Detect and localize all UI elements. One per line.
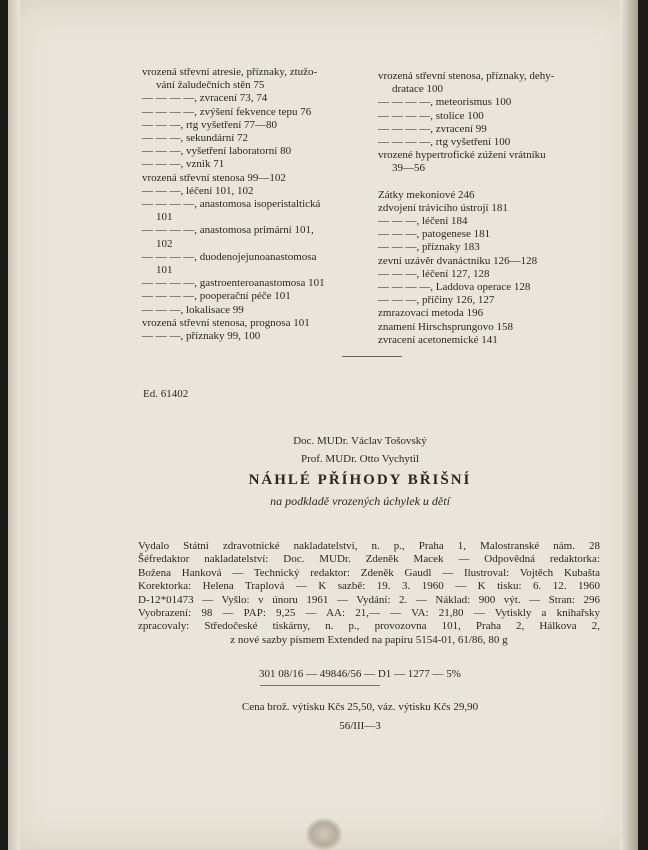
- imprint-line: Božena Hanková — Technický redaktor: Zdeněk Gaudl — Ilustroval: Vojtěch Kubašta: [138, 566, 600, 579]
- index-entry: — — — —, zvracení 73, 74: [142, 92, 268, 105]
- index-entry: vrozená střevní stenosa, prognosa 101: [142, 316, 310, 329]
- index-entry: — — — —, zvýšení fekvence tepu 76: [142, 105, 312, 118]
- index-entry: — — — —, anastomosa primární 101,: [142, 224, 314, 237]
- index-entry: Zátky mekoniové 246: [378, 188, 475, 201]
- index-entry: 102: [156, 237, 173, 250]
- index-entry: — — — —, anastomosa isoperistaltická: [142, 198, 321, 211]
- book-title: NÁHLÉ PŘÍHODY BŘIŠNÍ: [248, 472, 472, 488]
- index-entry: — — — —, rtg vyšetření 100: [378, 136, 511, 149]
- index-entry: vrozená střevní atresie, příznaky, ztužo-: [142, 66, 318, 78]
- code-underline: [260, 685, 380, 686]
- book-subtitle: na podkladě vrozených úchylek u dětí: [270, 494, 450, 508]
- author-1: Doc. MUDr. Václav Tošovský: [293, 435, 427, 447]
- index-entry: — — —, léčení 101, 102: [142, 184, 254, 197]
- index-entry: vrozená střevní stenosa 99—102: [142, 171, 286, 184]
- imprint-line: D-12*01473 — Vyšlo: v únoru 1961 — Vydání: 2. — Náklad: 900 výt. — Stran: 296: [138, 593, 600, 606]
- index-entry: — — — —, zvracení 99: [378, 122, 487, 135]
- index-entry: zvracení acetonemické 141: [378, 333, 498, 346]
- index-entry: — — —, léčení 184: [378, 215, 468, 228]
- index-entry: — — —, sekundární 72: [142, 132, 249, 145]
- section-divider: [342, 356, 402, 357]
- imprint-line: Vyobrazení: 98 — PAP: 9,25 — AA: 21,— — VA: 21,80 — Vytiskly a knihařsky: [138, 607, 600, 620]
- index-entry: — — — —, duodenojejunoanastomosa: [142, 250, 317, 263]
- index-entry: — — — —, Laddova operace 128: [378, 281, 531, 294]
- index-entry: zdvojení trávicího ústrojí 181: [378, 201, 508, 214]
- print-number: 56/III—3: [339, 720, 381, 732]
- index-entry: vrozená střevní stenosa, příznaky, dehy-: [378, 70, 555, 82]
- author-2: Prof. MUDr. Otto Vychytil: [300, 453, 420, 465]
- authors-block: [140, 432, 580, 468]
- catalog-code: 301 08/16 — 49846/56 — D1 — 1277 — 5%: [259, 668, 461, 680]
- index-entry: — — —, lokalisace 99: [142, 303, 244, 316]
- index-entry: — — — —, meteorismus 100: [378, 96, 512, 109]
- index-entry: dratace 100: [392, 83, 443, 96]
- index-entry: zmrazovací metoda 196: [378, 307, 484, 320]
- index-column-left: [142, 66, 374, 343]
- page-gutter-shadow: [8, 0, 20, 850]
- page-edge-shadow: [620, 0, 638, 850]
- imprint-line: Vydalo Státní zdravotnické nakladatelství, n. p., Praha 1, Malostranské nám. 28: [138, 540, 600, 552]
- index-entry: — — —, vyšetření laboratorní 80: [142, 145, 292, 158]
- edition-number: Ed. 61402: [143, 388, 189, 400]
- index-entry: 101: [156, 211, 173, 224]
- imprint-line: z nové sazby písmem Extended na papíru 5154-01, 61/86, 80 g: [230, 633, 508, 646]
- imprint-line: zpracovaly: Středočeské tiskárny, n. p., provozovna 101, Praha 2, Hálkova 2,: [138, 620, 600, 633]
- index-column-right: [378, 70, 610, 347]
- index-entry: 101: [156, 264, 173, 277]
- imprint-line: Šéfredaktor nakladatelství: Doc. MUDr. Zdeněk Macek — Odpovědná redaktorka:: [138, 553, 600, 566]
- index-entry: — — — —, stolice 100: [378, 109, 484, 122]
- index-entry: — — —, patogenese 181: [378, 228, 491, 241]
- index-entry: — — —, vznik 71: [142, 158, 225, 171]
- index-entry: — — — —, gastroenteroanastomosa 101: [142, 277, 325, 290]
- index-entry: — — —, příznaky 183: [378, 241, 480, 254]
- index-entry: zevní uzávěr dvanáctníku 126—128: [378, 254, 538, 267]
- index-entry: vrozené hypertrofické zúžení vrátníku: [378, 149, 546, 162]
- index-entry: — — —, příznaky 99, 100: [142, 330, 261, 343]
- index-entry: — — —, příčiny 126, 127: [378, 294, 495, 307]
- imprint-line: Korektorka: Helena Traplová — K sazbě: 19. 3. 1960 — K tisku: 6. 12. 1960: [138, 580, 600, 593]
- index-entry: znamení Hirschsprungovo 158: [378, 320, 514, 333]
- index-entry: [378, 176, 610, 189]
- index-entry: — — —, léčení 127, 128: [378, 267, 490, 280]
- binding-thread: [306, 818, 342, 850]
- index-entry: 39—56: [392, 162, 425, 175]
- index-entry: — — — —, pooperační péče 101: [142, 290, 291, 303]
- price-line: Cena brož. výtisku Kčs 25,50, váz. výtisku Kčs 29,90: [241, 701, 479, 713]
- imprint-block: [138, 540, 600, 647]
- index-entry: vání žaludečních stěn 75: [156, 79, 265, 92]
- index-entry: — — —, rtg vyšetření 77—80: [142, 118, 278, 131]
